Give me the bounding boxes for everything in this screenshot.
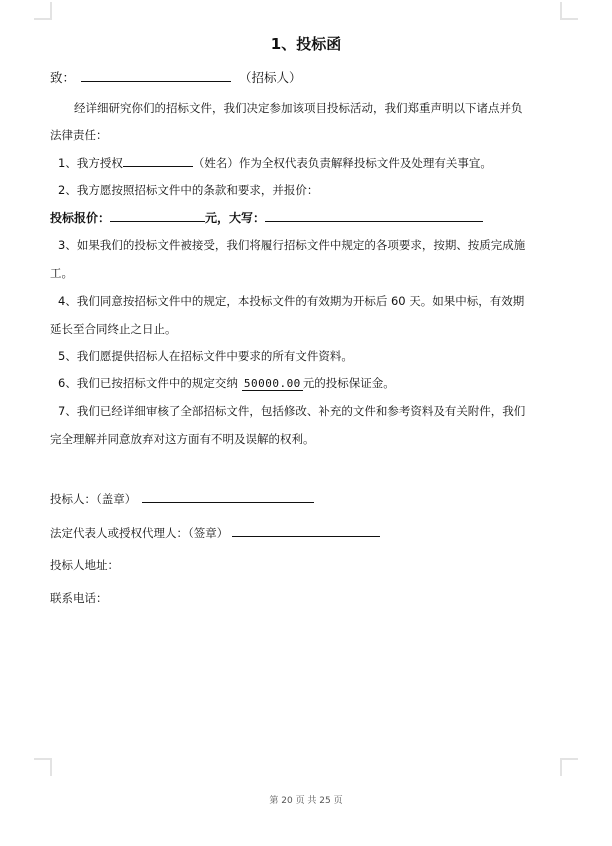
price-label: 投标报价：	[50, 211, 111, 225]
bidder-address-label: 投标人地址：	[50, 558, 119, 572]
intro-line-2: 法律责任：	[50, 128, 108, 142]
crop-mark-bottom-left	[34, 758, 52, 776]
intro-line-1: 经详细研究你们的招标文件，我们决定参加该项目投标活动，我们郑重声明以下诸点并负	[74, 101, 523, 115]
item-3-line-1: 3、如果我们的投标文件被接受，我们将履行招标文件中规定的各项要求，按期、按质完成施	[58, 238, 526, 252]
recipient-line	[50, 68, 302, 86]
recipient-blank[interactable]	[81, 69, 231, 82]
crop-mark-bottom-right	[560, 758, 578, 776]
bidder-seal-blank[interactable]	[142, 490, 314, 503]
representative-signature-blank[interactable]	[232, 524, 380, 537]
bidder-label: 投标人：（盖章）	[50, 492, 137, 506]
page-title: 1、投标函	[270, 35, 342, 53]
page-number-footer: 第 20 页 共 25 页	[269, 796, 343, 806]
price-unit: 元，大写：	[205, 211, 266, 225]
item-7-line-2: 完全理解并同意放弃对这方面有不明及误解的权利。	[50, 432, 315, 446]
item-1	[58, 154, 492, 171]
crop-mark-top-left	[34, 2, 52, 20]
item-7-line-1: 7、我们已经详细审核了全部招标文件，包括修改、补充的文件和参考资料及有关附件，我们	[58, 404, 526, 418]
crop-mark-top-right	[560, 2, 578, 20]
price-line	[50, 209, 483, 226]
representative-label: 法定代表人或授权代理人：（签章）	[50, 526, 229, 540]
representative-line	[50, 524, 380, 541]
item-1-prefix: 1、我方授权	[58, 156, 123, 170]
price-number-blank[interactable]	[110, 209, 205, 222]
item-6-suffix: 元的投标保证金。	[302, 376, 395, 390]
item-3-line-2: 工。	[50, 266, 73, 280]
item-6-prefix: 6、我们已按招标文件中的规定交纳	[58, 376, 238, 390]
item-4-line-2: 延长至合同终止之日止。	[50, 322, 177, 336]
bidder-seal-line	[50, 490, 314, 507]
authorized-name-blank[interactable]	[123, 154, 193, 167]
item-2: 2、我方愿按照招标文件中的条款和要求，并报价：	[58, 183, 319, 197]
contact-phone-label: 联系电话：	[50, 591, 108, 605]
deposit-amount: 50000.00	[243, 377, 301, 390]
recipient-suffix: （招标人）	[239, 70, 302, 85]
to-label: 致：	[50, 70, 76, 85]
item-4-line-1: 4、我们同意按招标文件中的规定，本投标文件的有效期为开标后 60 天。如果中标，有效期	[58, 294, 525, 308]
item-6	[58, 375, 395, 391]
item-1-suffix: （姓名）作为全权代表负责解释投标文件及处理有关事宜。	[192, 156, 492, 170]
price-words-blank[interactable]	[265, 209, 483, 222]
item-5: 5、我们愿提供招标人在招标文件中要求的所有文件资料。	[58, 349, 353, 363]
